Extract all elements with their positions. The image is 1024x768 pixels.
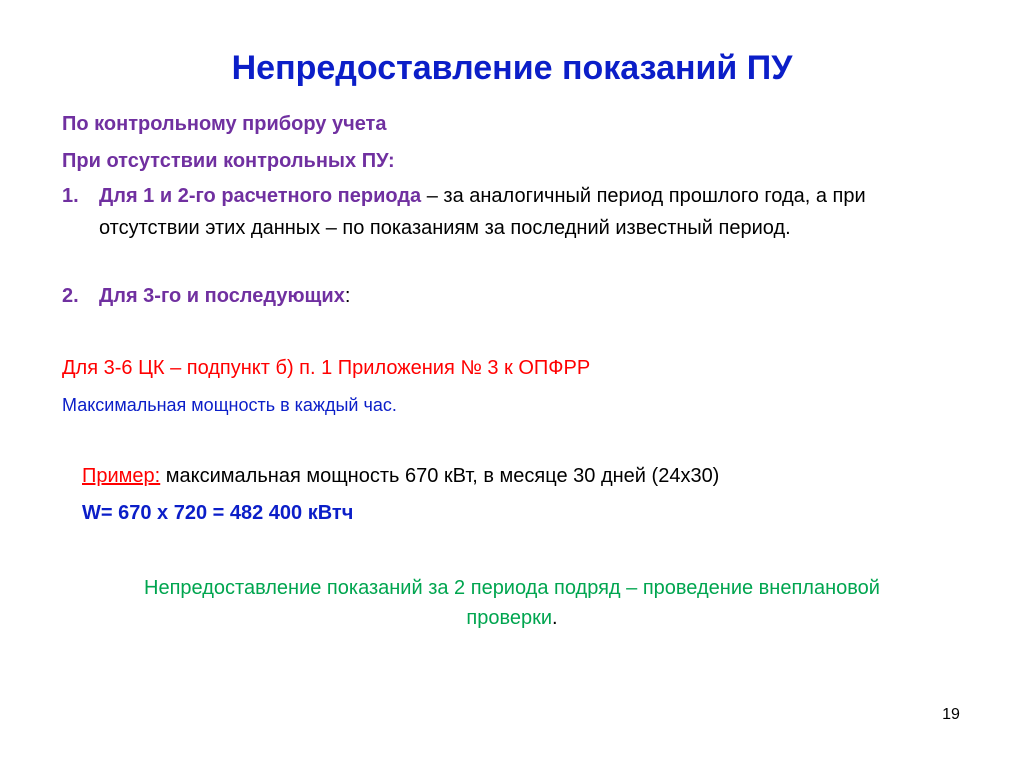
list-item-rest-text: :	[344, 285, 351, 307]
list-item-rest-text: – за аналогичный период прошлого года, а при отсутствии этих данных – по показаниям за последний известный период.	[99, 185, 866, 239]
regulation-reference: Для 3-6 ЦК – подпункт б) п. 1 Приложения № 3 к ОПФРР	[62, 357, 591, 379]
green-note-wrapper	[112, 573, 912, 633]
page-number: 19	[942, 706, 960, 723]
list-item-text	[99, 180, 962, 244]
formula: W= 670 х 720 = 482 400 кВтч	[82, 502, 354, 524]
green-note-period: .	[552, 607, 558, 629]
list-number: 2.	[62, 285, 79, 307]
example-text: максимальная мощность 670 кВт, в месяце 30 дней (24х30)	[160, 465, 720, 487]
max-power-note: Максимальная мощность в каждый час.	[62, 395, 397, 415]
slide-title: Непредоставление показаний ПУ	[231, 49, 793, 87]
example-line	[82, 462, 719, 490]
list-item-text	[99, 280, 962, 312]
list-item-bold-text: Для 1 и 2-го расчетного периода	[99, 185, 422, 207]
green-note-text: Непредоставление показаний за 2 периода подряд – проведение внеплановой проверки	[144, 577, 880, 629]
heading-control-meter: По контрольному прибору учета	[62, 113, 387, 135]
unscheduled-inspection-note	[0, 573, 1024, 633]
list-item-bold-text: Для 3-го и последующих	[99, 285, 345, 307]
list-item-later-periods	[62, 280, 962, 312]
heading-no-control-meters: При отсутствии контрольных ПУ:	[62, 150, 395, 172]
example-label: Пример:	[82, 465, 161, 487]
list-number: 1.	[62, 185, 79, 207]
list-item-first-periods	[62, 180, 962, 244]
